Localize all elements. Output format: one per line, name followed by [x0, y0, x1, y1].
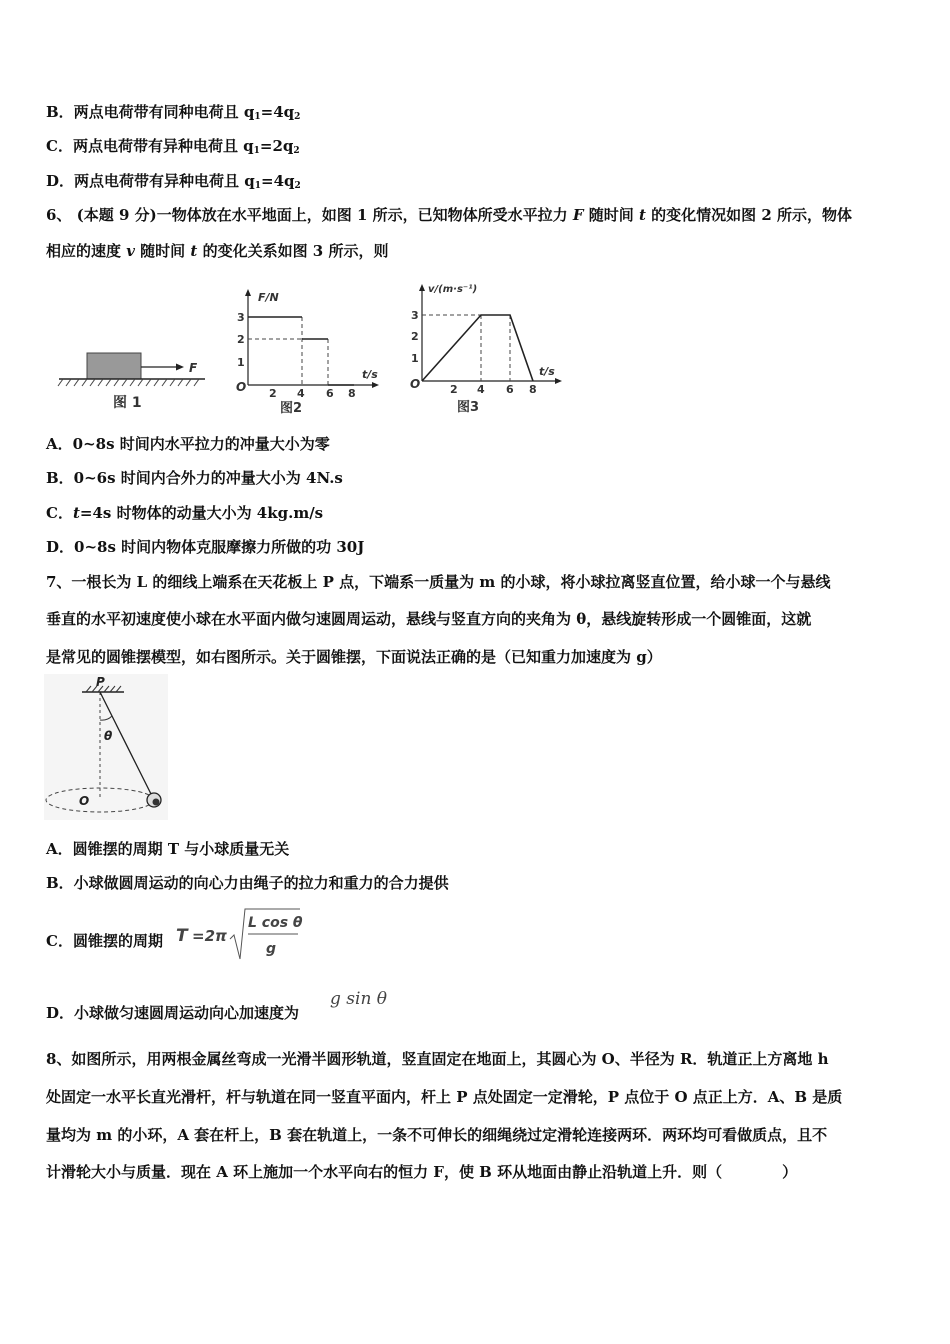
fig2-ytick: 1	[237, 356, 245, 369]
q8-line4: 计滑轮大小与质量．现在 A 环上施加一个水平向右的恒力 F，使 B 环从地面由静止沿轨道上升．则（ ）	[46, 1163, 798, 1181]
fig2-xtick: 4	[297, 387, 305, 400]
svg-text:=2π: =2π	[192, 927, 227, 945]
fig3-xtick: 8	[529, 383, 537, 396]
svg-text:T: T	[176, 926, 188, 946]
fig3-origin: O	[410, 377, 421, 391]
force-label: F	[189, 361, 198, 375]
velocity-curve	[422, 315, 533, 381]
q6-stem-line2: 相应的速度 v 随时间 t 的变化关系如图 3 所示，则	[46, 242, 389, 260]
fig2-xtick: 2	[269, 387, 277, 400]
fig3-ytick: 2	[411, 330, 419, 343]
point-p-label: P	[96, 675, 105, 689]
block	[87, 353, 141, 379]
fig3-ytick: 3	[411, 309, 419, 322]
fig2-origin: O	[236, 380, 247, 394]
fig3-xtick: 2	[450, 383, 458, 396]
fig3-ylabel: v/(m·s⁻¹)	[428, 284, 478, 295]
q6-stem-line1: 6、 (本题 9 分)一物体放在水平地面上，如图 1 所示，已知物体所受水平拉力 F 随时间 t 的变化情况如图 2 所示，物体	[46, 206, 852, 224]
q7-pendulum-figure	[44, 674, 168, 820]
q7-option-a: A．圆锥摆的周期 T 与小球质量无关	[46, 840, 290, 858]
q7-stem-line2: 垂直的水平初速度使小球在水平面内做匀速圆周运动，悬线与竖直方向的夹角为 θ，悬线旋转形成一个圆锥面，这就	[46, 610, 812, 628]
fig3-caption: 图3	[457, 400, 480, 415]
q6-option-b: B．0~6s 时间内合外力的冲量大小为 4N.s	[46, 469, 343, 487]
q7-acceleration-formula: g sin θ	[330, 989, 388, 1009]
fig3-xtick: 4	[477, 383, 485, 396]
q6-figure-3	[402, 278, 567, 415]
q5-option-d: D．两点电荷带有异种电荷且 $q_1=4q_2$	[46, 172, 301, 191]
fig2-ylabel: F/N	[258, 291, 279, 304]
q7-option-c: C．圆锥摆的周期	[46, 932, 163, 950]
q5-option-b: B．两点电荷带有同种电荷且 $q_1=4q_2$	[46, 103, 301, 122]
q7-period-formula	[174, 905, 304, 963]
fig3-xlabel: t/s	[539, 365, 555, 378]
q6-option-c: C．t=4s 时物体的动量大小为 4kg.m/s	[46, 504, 324, 522]
q7-option-d: D．小球做匀速圆周运动向心加速度为	[46, 1004, 300, 1022]
q6-option-a: A．0~8s 时间内水平拉力的冲量大小为零	[46, 435, 330, 453]
q8-line3: 量均为 m 的小环，A 套在杆上，B 套在轨道上，一条不可伸长的细绳绕过定滑轮连接两环．两环均可看做质点，且不	[46, 1126, 828, 1144]
q8-line1: 8、如图所示，用两根金属丝弯成一光滑半圆形轨道，竖直固定在地面上，其圆心为 O、半径为 R．轨道正上方离地 h	[46, 1050, 829, 1068]
fig1-caption: 图 1	[113, 395, 142, 411]
fig2-xlabel: t/s	[362, 368, 378, 381]
q6-figure-1	[55, 345, 215, 415]
q7-option-b: B．小球做圆周运动的向心力由绳子的拉力和重力的合力提供	[46, 874, 449, 892]
fig2-xtick: 6	[326, 387, 334, 400]
fig2-xtick: 8	[348, 387, 356, 400]
q7-stem-line3: 是常见的圆锥摆模型，如右图所示。关于圆锥摆，下面说法正确的是（已知重力加速度为 g）	[46, 648, 662, 666]
q7-stem-line1: 7、一根长为 L 的细线上端系在天花板上 P 点，下端系一质量为 m 的小球，将小球拉离竖直位置，给小球一个与悬线	[46, 573, 831, 591]
q5-option-c: C．两点电荷带有异种电荷且 $q_1=2q_2$	[46, 137, 300, 156]
q6-option-d: D．0~8s 时间内物体克服摩擦力所做的功 30J	[46, 538, 365, 556]
force-curve	[248, 317, 354, 385]
fig3-xtick: 6	[506, 383, 514, 396]
svg-text:g: g	[266, 941, 277, 957]
fig3-ytick: 1	[411, 352, 419, 365]
fig2-ytick: 2	[237, 333, 245, 346]
svg-text:L cos θ: L cos θ	[248, 915, 303, 931]
angle-label: θ	[104, 729, 113, 743]
fig2-caption: 图2	[280, 401, 303, 415]
q6-figure-2	[228, 285, 383, 415]
center-o-label: O	[79, 794, 90, 808]
q8-line2: 处固定一水平长直光滑杆，杆与轨道在同一竖直平面内，杆上 P 点处固定一定滑轮，P 点位于 O 点正上方．A、B 是质	[46, 1088, 843, 1106]
fig2-ytick: 3	[237, 311, 245, 324]
